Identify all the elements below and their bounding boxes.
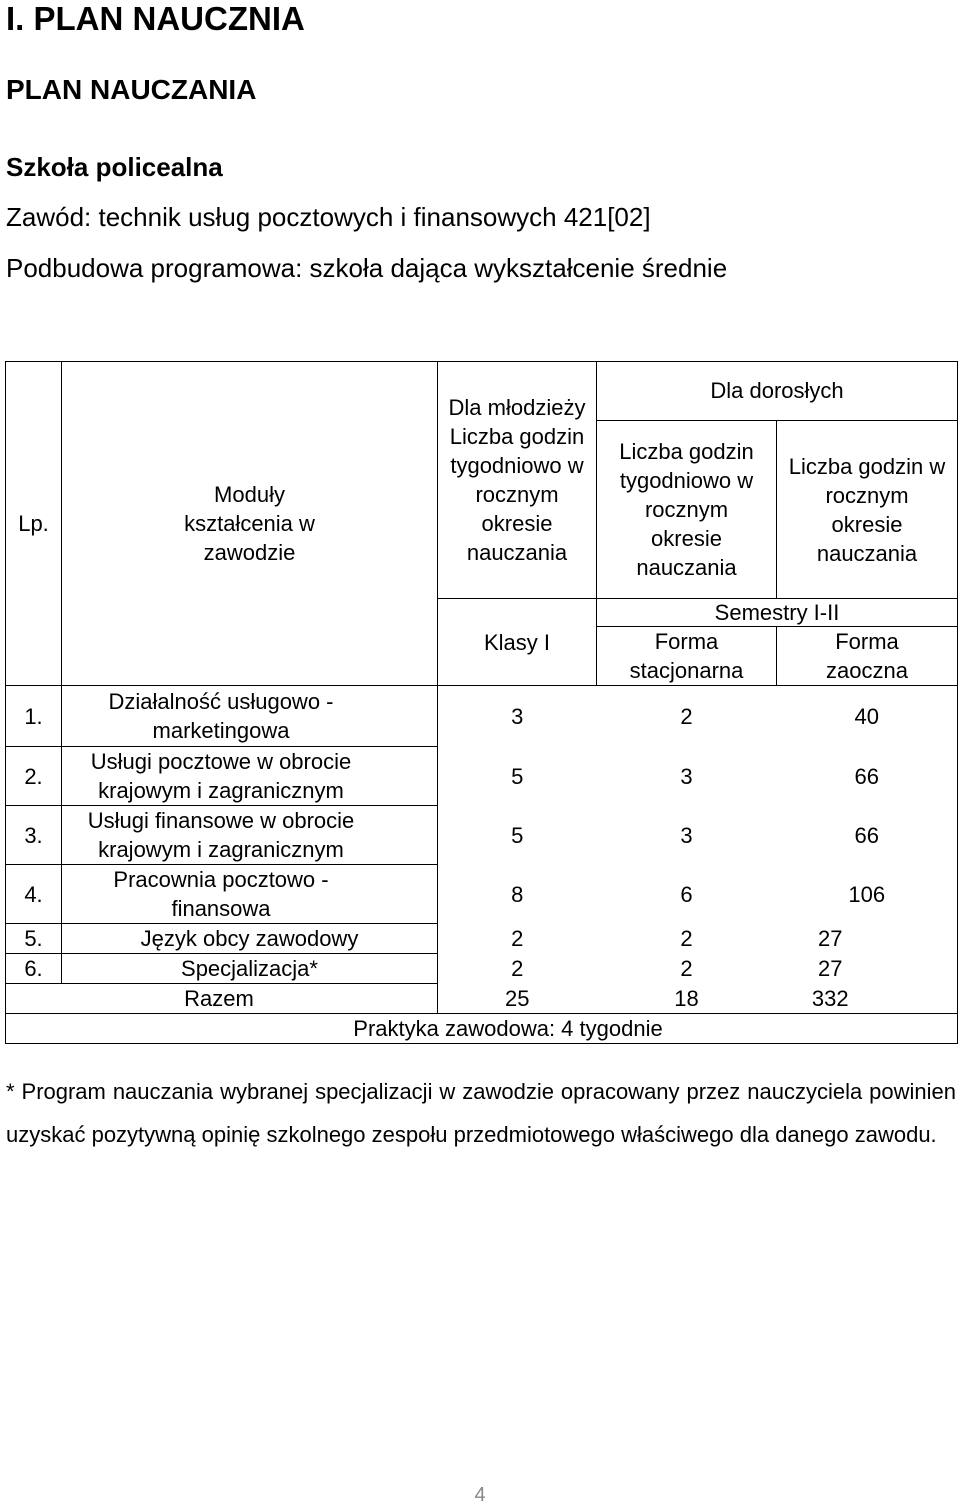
header-adult-weekly [597, 421, 777, 598]
header-adult-yearly-text: Liczba godzin w rocznym okresie nauczania [788, 453, 946, 566]
table-row [6, 747, 958, 806]
header-modules-text: Moduły kształcenia w zawodzie [184, 482, 315, 565]
header-adults: Dla dorosłych [597, 362, 957, 421]
row-extramural: 40 [777, 686, 958, 747]
total-youth: 25 [438, 984, 597, 1014]
page-number: 4 [474, 1484, 486, 1506]
table-row [6, 686, 958, 747]
row-module: Usługi finansowe w obrocie krajowym i zagranicznym [62, 806, 438, 865]
curriculum-table [5, 361, 958, 1044]
row-module: Pracownia pocztowo - finansowa [62, 865, 438, 924]
header-lp: Lp. [6, 362, 62, 686]
row-extramural: 106 [777, 865, 958, 924]
basis-line: Podbudowa programowa: szkoła dająca wykształcenie średnie [6, 253, 728, 283]
row-lp: 5. [6, 924, 62, 954]
header-adults-group [597, 362, 958, 599]
row-youth: 2 [438, 924, 597, 954]
row-youth: 5 [438, 806, 597, 865]
row-youth: 5 [438, 747, 597, 806]
row-extramural: 27 [777, 924, 958, 954]
section-heading: I. PLAN NAUCZNIA [6, 0, 305, 37]
row-module: Usługi pocztowe w obrocie krajowym i zagranicznym [62, 747, 438, 806]
row-youth: 3 [438, 686, 597, 747]
header-adult-yearly [777, 421, 957, 598]
row-lp: 2. [6, 747, 62, 806]
row-day: 2 [680, 703, 693, 729]
table-row [6, 924, 958, 954]
total-row [6, 984, 958, 1014]
row-youth: 8 [438, 865, 597, 924]
practice-row [6, 1014, 958, 1044]
header-youth [438, 362, 597, 599]
header-classes: Klasy I [438, 599, 597, 686]
row-day: 2 [680, 956, 693, 981]
school-type: Szkoła policealna [6, 152, 223, 182]
row-lp: 6. [6, 954, 62, 984]
table-row [6, 865, 958, 924]
row-day: 6 [680, 881, 693, 907]
header-adult-weekly-text: Liczba godzin tygodniowo w rocznym okresie nauczania [619, 439, 754, 580]
header-semesters: Semestry I-II [597, 599, 958, 627]
table-row [6, 954, 958, 984]
footnote: * Program nauczania wybranej specjalizacji w zawodzie opracowany przez nauczyciela powinien uzyskać pozytywną opinię szkolnego zespołu przedmiotowego właściwego dla danego zawodu. [6, 1079, 956, 1147]
total-label: Razem [6, 984, 438, 1014]
header-modules [62, 362, 438, 686]
row-extramural: 66 [777, 806, 958, 865]
total-day: 18 [674, 985, 699, 1011]
header-form-day: Forma stacjonarna [597, 627, 777, 686]
practice-note: Praktyka zawodowa: 4 tygodnie [6, 1014, 958, 1044]
header-form-extramural: Forma zaoczna [777, 627, 958, 686]
header-youth-text: Dla młodzieży Liczba godzin tygodniowo w rocznym okresie nauczania [448, 395, 586, 565]
row-lp: 1. [6, 686, 62, 747]
row-day: 3 [680, 822, 693, 848]
row-youth: 2 [438, 954, 597, 984]
row-module: Specjalizacja* [62, 954, 438, 984]
row-module: Język obcy zawodowy [62, 924, 438, 954]
row-extramural: 66 [777, 747, 958, 806]
row-extramural: 27 [777, 954, 958, 984]
row-lp: 3. [6, 806, 62, 865]
row-day: 3 [680, 763, 693, 789]
row-lp: 4. [6, 865, 62, 924]
total-extramural: 332 [777, 984, 958, 1014]
row-module: Działalność usługowo - marketingowa [62, 686, 438, 747]
page-title: PLAN NAUCZANIA [6, 74, 257, 105]
occupation-line: Zawód: technik usług pocztowych i finansowych 421[02] [6, 202, 651, 232]
table-row [6, 806, 958, 865]
row-day: 2 [680, 926, 693, 951]
